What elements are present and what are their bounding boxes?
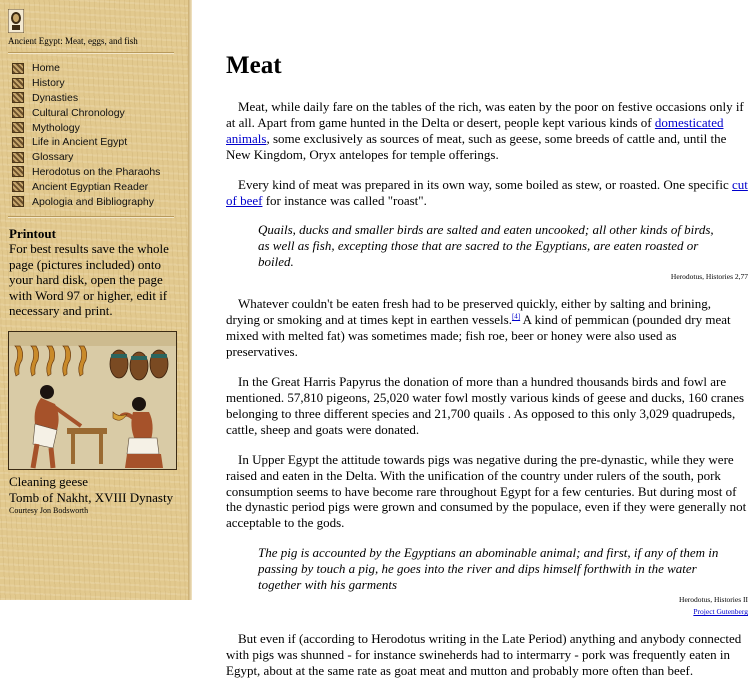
nav-bullet-icon xyxy=(12,107,24,118)
paragraph-harris-papyrus: In the Great Harris Papyrus the donation of more than a hundred thousands birds and fowl are mentioned. 57,810 pigeons, 25,020 water fowl mostly various kinds of geese and ducks, 160 cranes belonging to three different species and 21,700 quails . As opposed to this only 3,029 quadrupeds, cattle, sheep and goats were donated. xyxy=(226,374,745,437)
nav-link-apologia[interactable]: Apologia and Bibliography xyxy=(32,195,155,208)
nav-link-life[interactable]: Life in Ancient Egypt xyxy=(32,136,128,149)
nav-link-reader[interactable]: Ancient Egyptian Reader xyxy=(32,180,149,193)
link-cut-of-beef[interactable]: cut of beef xyxy=(226,176,748,208)
footnote-link-4[interactable]: [4] xyxy=(511,313,521,322)
quote-source: Herodotus, Histories 2,77 xyxy=(670,272,748,282)
site-title: Ancient Egypt: Meat, eggs, and fish xyxy=(8,36,138,46)
nav-item-reader[interactable] xyxy=(12,179,160,194)
text-run: , some exclusively as sources of meat, such as geese, some breeds of cattle and, until the New Kingdom, Oryx antelopes for temple offerings. xyxy=(226,130,727,162)
text-run: A kind of pemmican (pounded dry meat mixed with melted fat) was sometimes made; fish roe, beer or honey were also used as preservatives. xyxy=(226,312,731,360)
site-logo-icon[interactable] xyxy=(8,9,24,33)
tomb-painting-image xyxy=(9,332,177,470)
nav-link-glossary[interactable]: Glossary xyxy=(32,151,74,164)
printout-text: For best results save the whole page (pictures included) onto your hard disk, open the page with Word 97 or higher, edit if necessary and print. xyxy=(9,241,169,318)
divider xyxy=(8,52,174,54)
nav-link-history[interactable]: History xyxy=(32,77,65,90)
quote-herodotus-pig: The pig is accounted by the Egyptians an abominable animal; and first, if any of them in passing by touch a pig, he goes into the river and dips himself forthwith in the water together with his garments xyxy=(258,545,719,593)
nav-bullet-icon xyxy=(12,137,24,148)
paragraph-herodotus-pigs: But even if (according to Herodotus writing in the Late Period) anything and anybody connected with pigs was shunned - for instance swineherds had to intermarry - pork was frequently eaten in Egypt, about at the same rate as goat meat and mutton and probably more often than beef. xyxy=(226,631,742,679)
printout-heading: Printout xyxy=(9,226,56,241)
nav-item-apologia[interactable] xyxy=(12,194,160,209)
nav-item-home[interactable] xyxy=(12,61,160,76)
nav-bullet-icon xyxy=(12,196,24,207)
link-domesticated-animals[interactable]: domesticated animals xyxy=(226,114,724,146)
text-run: Meat, while daily fare on the tables of the rich, was eaten by the poor on festive occasions only if at all. Apart from game hunted in the Delta or desert, people kept various kinds of xyxy=(226,99,744,130)
nav-bullet-icon xyxy=(12,92,24,103)
nav-link-herodotus[interactable]: Herodotus on the Pharaohs xyxy=(32,165,161,178)
nav-item-life[interactable] xyxy=(12,135,160,150)
illustration-caption xyxy=(9,474,173,506)
paragraph-pigs: In Upper Egypt the attitude towards pigs was negative during the pre-dynastic, while they were raised and eaten in the Delta. With the unification of the country under rulers of the south, pork consumption seems to have become rare throughout Egypt for a few centuries. But during most of the dynastic period pigs were grown and consumed by the populace, even if they were generally not acceptable to the gods. xyxy=(226,451,747,531)
nav-link-dynasties[interactable]: Dynasties xyxy=(32,91,79,104)
nav-bullet-icon xyxy=(12,181,24,192)
paragraph-preservation xyxy=(226,296,748,360)
nav-bullet-icon xyxy=(12,166,24,177)
sidebar-edge xyxy=(188,0,192,600)
nav-item-dynasties[interactable] xyxy=(12,91,160,106)
page-title: Meat xyxy=(226,52,282,79)
nav-link-cultural-chronology[interactable]: Cultural Chronology xyxy=(32,106,125,119)
nav-link-mythology[interactable]: Mythology xyxy=(32,121,80,134)
text-run: for instance was called "roast". xyxy=(262,192,427,208)
nav-link-home[interactable]: Home xyxy=(32,62,61,75)
paragraph-intro xyxy=(226,99,748,163)
nav-menu xyxy=(12,61,160,209)
nav-item-cultural-chronology[interactable] xyxy=(12,105,160,120)
nav-bullet-icon xyxy=(12,152,24,163)
text-run: Whatever couldn't be eaten fresh had to be preserved quickly, either by salting and brining, drying or smoking and at times kept in earthen vessels. xyxy=(226,296,711,328)
nav-item-glossary[interactable] xyxy=(12,150,160,165)
nav-bullet-icon xyxy=(12,122,24,133)
nav-item-history[interactable] xyxy=(12,76,160,91)
nav-bullet-icon xyxy=(12,78,24,89)
quote-herodotus-birds: Quails, ducks and smaller birds are salted and eaten uncooked; all other kinds of birds, as well as fish, excepting those that are sacred to the Egyptians, are eaten roasted or boiled. xyxy=(258,222,714,270)
paragraph-preparation xyxy=(226,177,748,209)
quote-source-link-wrap xyxy=(226,607,748,617)
sidebar xyxy=(0,0,188,600)
link-project-gutenberg[interactable]: Project Gutenberg xyxy=(693,607,748,617)
text-run: Every kind of meat was prepared in its own way, some boiled as stew, or roasted. One specific xyxy=(238,176,732,192)
article xyxy=(226,50,748,693)
quote-source: Herodotus, Histories II xyxy=(679,595,748,605)
nav-item-mythology[interactable] xyxy=(12,120,160,135)
illustration-cleaning-geese xyxy=(8,331,177,470)
nav-item-herodotus[interactable] xyxy=(12,165,160,180)
nav-bullet-icon xyxy=(12,63,24,74)
illustration-credit: Courtesy Jon Bodsworth xyxy=(9,506,89,515)
caption-line-2: Tomb of Nakht, XVIII Dynasty xyxy=(9,490,174,505)
caption-line-1: Cleaning geese xyxy=(9,474,89,489)
divider xyxy=(8,216,174,218)
